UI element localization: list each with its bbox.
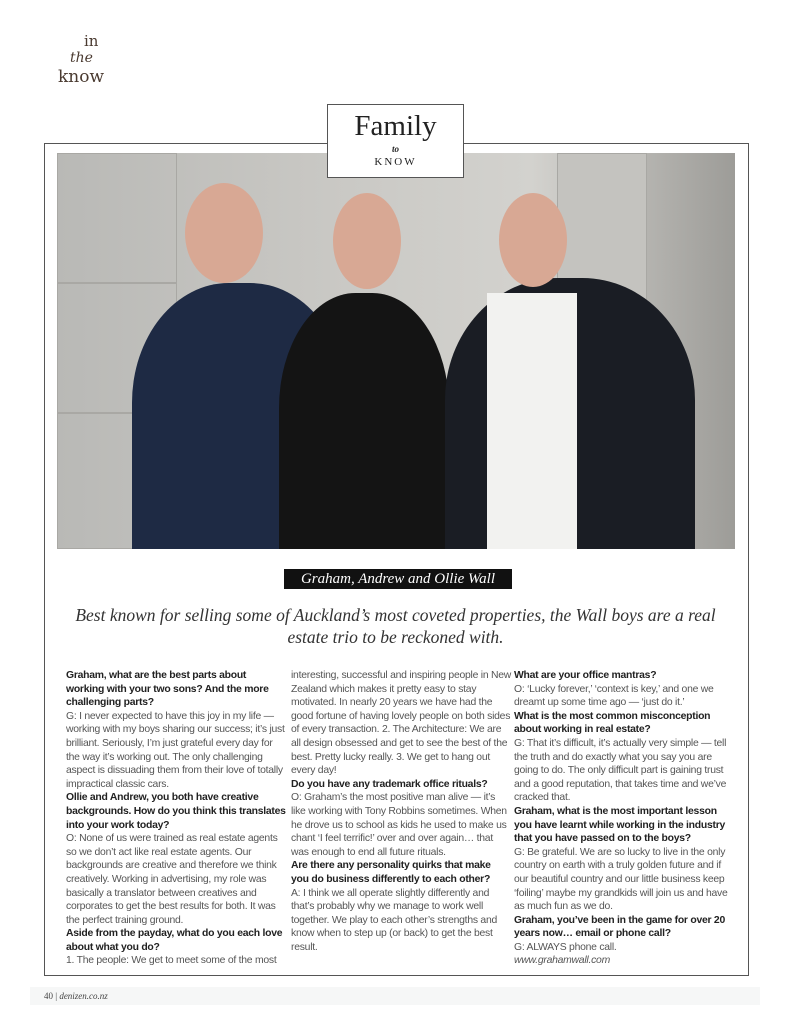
interview-answer: interesting, successful and inspiring people in New Zealand which makes it pretty easy to stay motivated. In nearly 20 years we have had the good fortune of having lovely people on both sides of every transaction. 2. The Architecture: We are all design obsessed and get to see the best of the best. Pretty lucky really. 3. We get to hang out every day! [291,670,512,777]
interview-question: Graham, what are the best parts about working with your two sons? And the more challenging parts? [66,670,269,709]
text-column-2 [291,669,511,954]
interview-question: Ollie and Andrew, you both have creative backgrounds. How do you think this translates into your work today? [66,792,286,831]
page-number: 40 [44,991,53,1001]
interview-answer: O: Graham’s the most positive man alive — it’s like working with Tony Robbins sometimes. When he drove us to school as kids he used to make us chant ‘I feel terrific!’ over and over again… that was enough to end all future rituals. [291,792,507,858]
text-column-1 [66,669,286,968]
title-connector: to [391,144,399,154]
title-main: Family [354,110,437,142]
interview-answer: G: That it’s difficult, it’s actually very simple — tell the truth and do exactly what you say you are going to do. The only difficult part is gaining trust and a good reputation, that takes time and we’ve cracked that. [514,737,727,804]
website-link[interactable]: www.grahamwall.com [514,955,610,967]
interview-answer: O: ‘Lucky forever,’ ‘context is key,’ and one we dreamt up some time ago — ‘just do it.’ [514,683,714,709]
interview-question: Graham, you’ve been in the game for over 20 years now… email or phone call? [514,914,725,940]
interview-question: Do you have any trademark office rituals? [291,778,488,790]
site-url: denizen.co.nz [59,991,108,1001]
text-column-3 [514,669,734,968]
photo-caption: Graham, Andrew and Ollie Wall [284,569,512,589]
interview-answer: G: ALWAYS phone call. [514,941,617,953]
interview-answer: G: I never expected to have this joy in my life — working with my boys sharing our success; it’s just brilliant. Seriously, I’m just grateful every day for the way it’s working out. The only challenging aspect is dissuading them from their love of totally impractical classic cars. [66,710,285,790]
interview-question: Aside from the payday, what do you each love about what you do? [66,928,283,953]
interview-answer: A: I think we all operate slightly differently and that’s probably why we manage to work well together. We play to each other’s strengths and know when to step up (or back) to get the best result. [291,887,498,953]
title-sub: KNOW [374,156,417,168]
interview-question: What is the most common misconception about working in real estate? [514,710,711,736]
interview-answer: 1. The people: We get to meet some of the most [66,955,277,967]
footer-separator: | [55,991,58,1001]
interview-answer: G: Be grateful. We are so lucky to live in the only country on earth with a truly golden future and if our beautiful country and our little business keep ‘foiling’ maybe my grandkids will join us and have as much fun as we do. [514,846,728,913]
page-footer [30,987,760,1005]
article-title [327,104,464,178]
logo-line: in [84,32,99,50]
interview-question: Are there any personality quirks that make you do business differently to each other? [291,860,491,885]
person-andrew [279,293,449,549]
feature-photo [57,153,735,549]
logo-line: the [70,50,93,66]
interview-answer: O: None of us were trained as real estate agents so we don’t act like real estate agents. Our backgrounds are creative and therefore we think creatively. Working in advertising, my role was basically a translator between creatives and corporates to get the best results for both. It was the perfect training ground. [66,833,278,926]
logo-line: know [58,67,105,87]
article-standfirst: Best known for selling some of Auckland’s most coveted properties, the Wall boys are a real estate trio to be reckoned with. [75,605,716,647]
interview-question: What are your office mantras? [514,670,657,681]
interview-question: Graham, what is the most important lesson you have learnt while working in the industry that you have passed on to the boys? [514,805,726,845]
section-logo [58,32,104,87]
